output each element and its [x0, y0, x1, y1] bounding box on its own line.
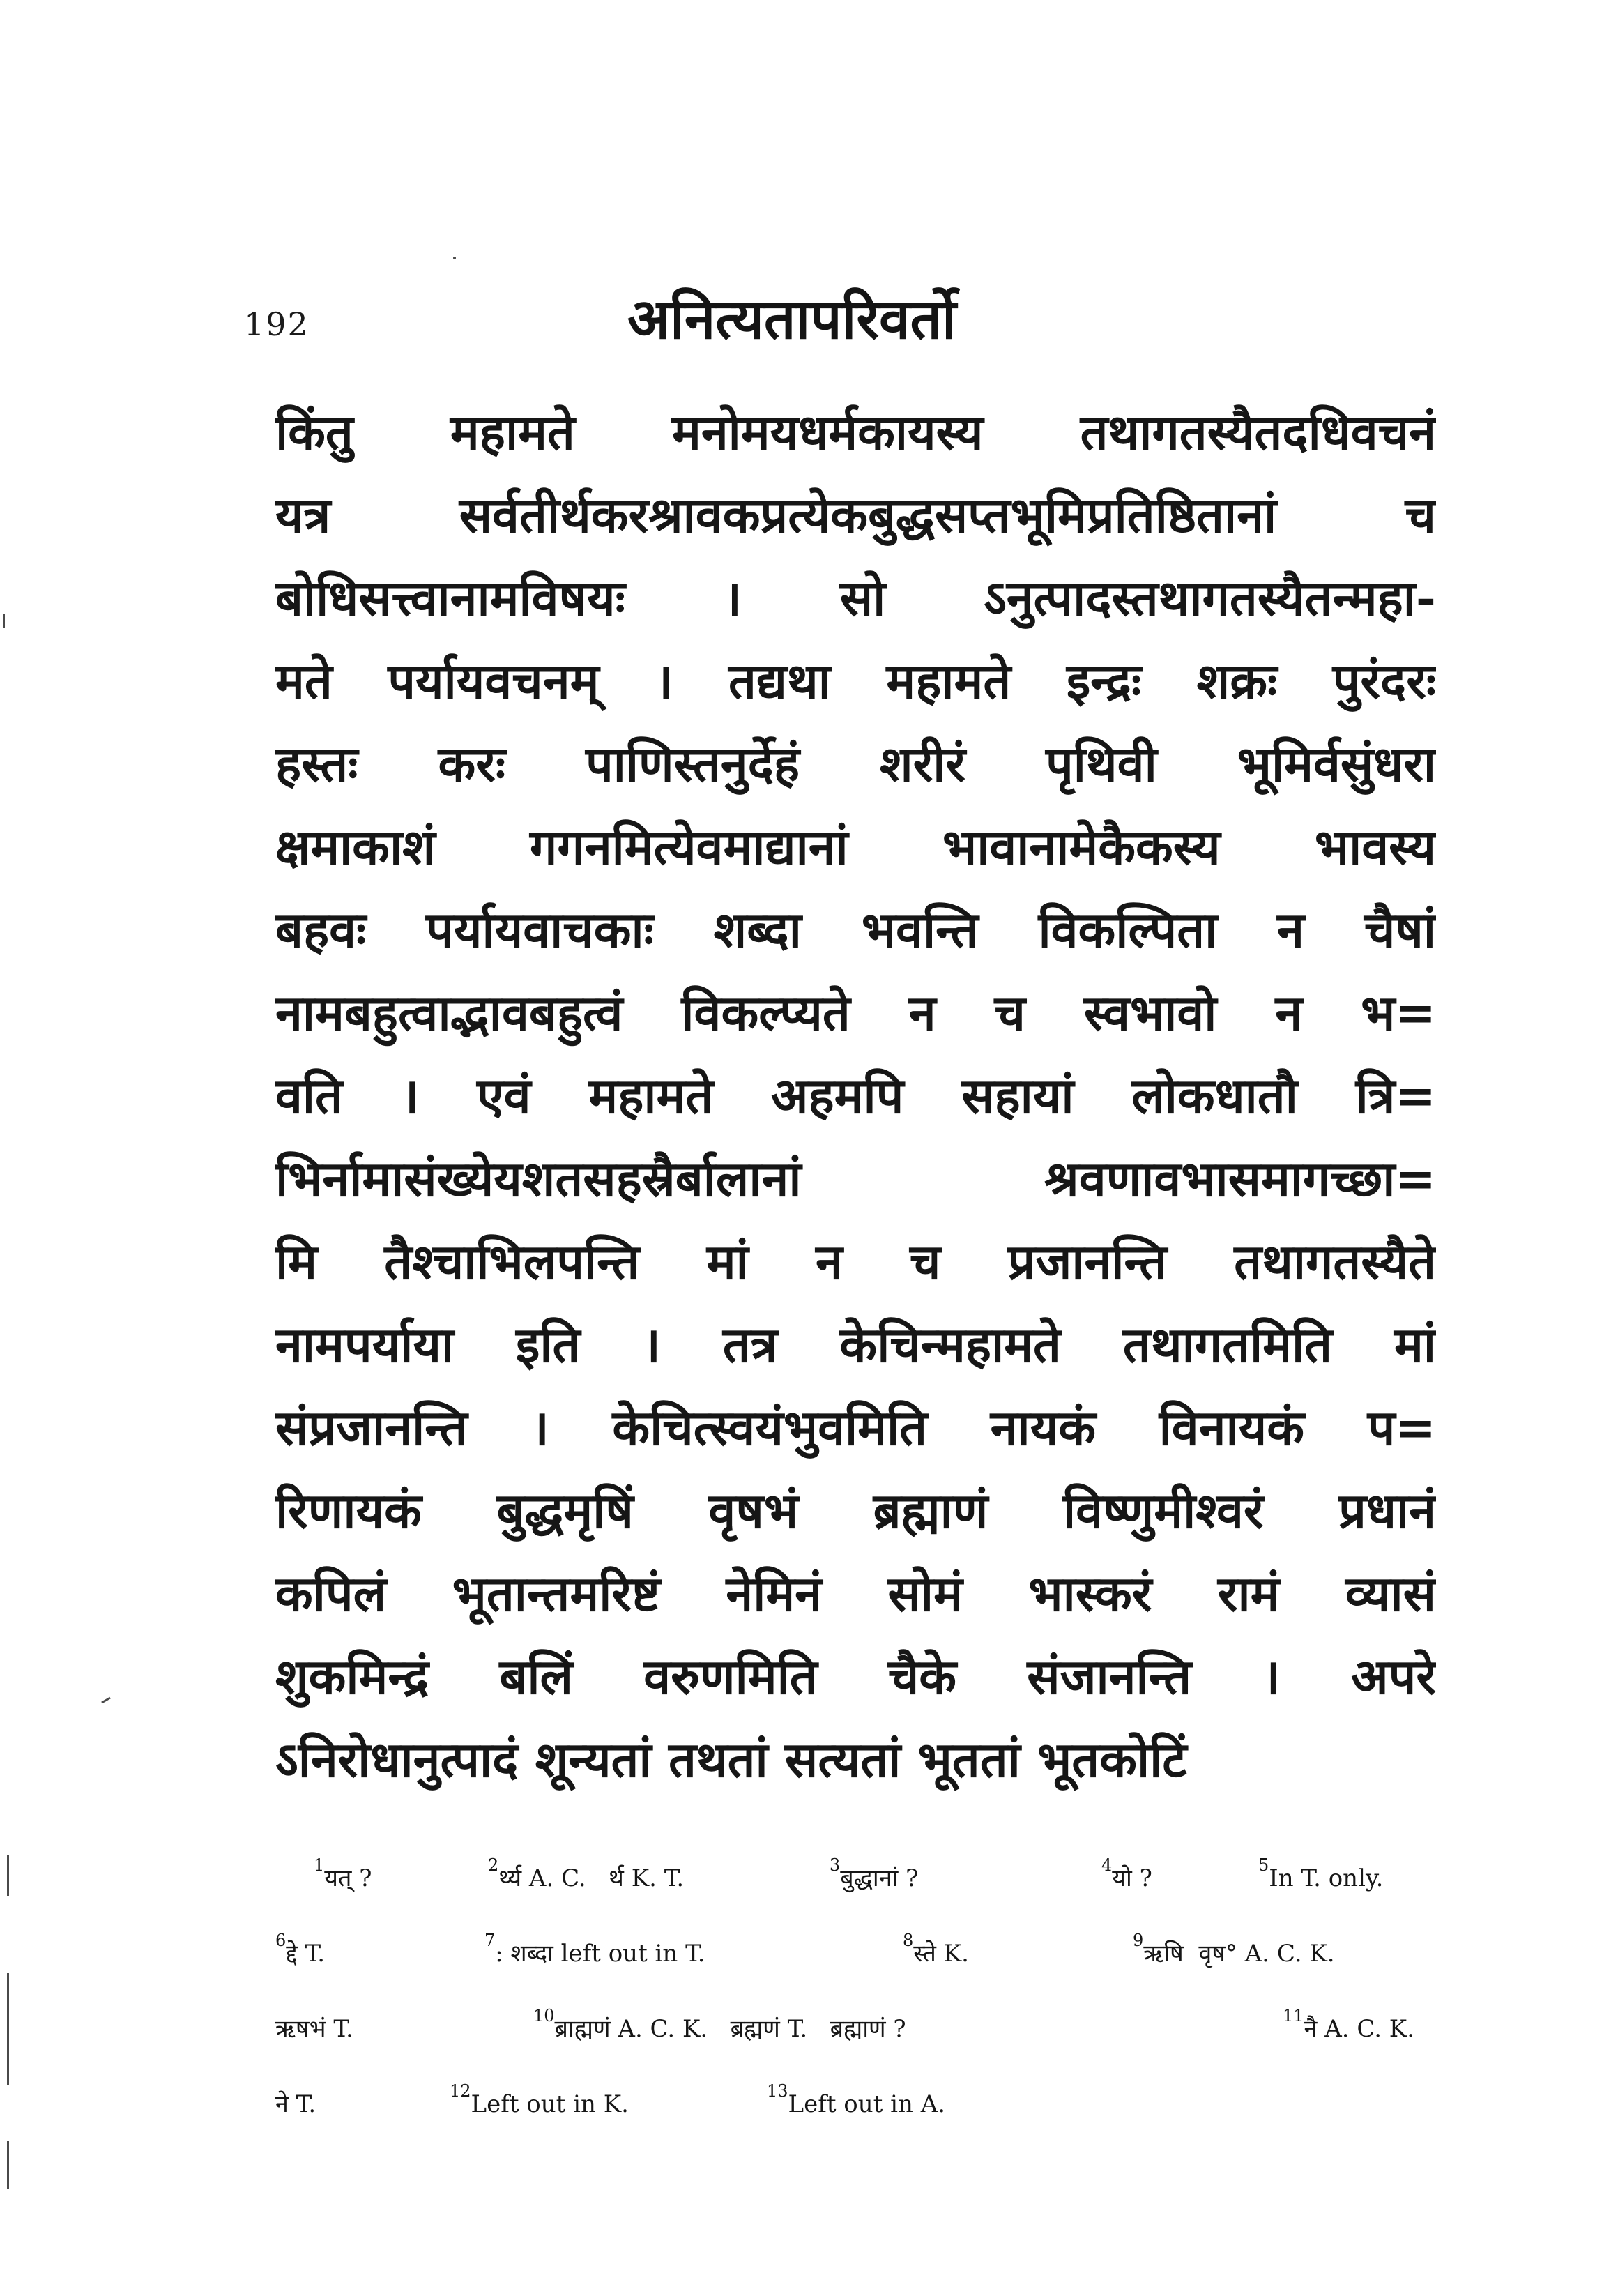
footnote-12	[450, 2067, 629, 2142]
footnote-text: यत् ?	[324, 1864, 372, 1892]
scan-speck	[3, 614, 5, 628]
footnote-line	[275, 1991, 1436, 2067]
text-line: नामपर्याया इति । तत्र केचिन्महामते तथागतमिति मां	[275, 1316, 1436, 1374]
footnote-number: 8	[903, 1931, 914, 1950]
footnote-text: र्थ K. T.	[609, 1864, 685, 1892]
running-head: अनित्यतापरिवर्तो	[627, 286, 956, 351]
text-line: बहवः पर्यायवाचकाः शब्दा भवन्ति विकल्पिता न चैषां	[275, 901, 1436, 959]
footnote-text: र्थ्य A. C.	[498, 1864, 586, 1892]
footnote-text: वृष° A. C. K.	[1198, 1940, 1335, 1968]
text-line: हस्तः करः पाणिस्तनुर्देहं शरीरं पृथिवी भूमिर्वसुंधरा	[275, 735, 1436, 793]
footnote-6	[275, 1916, 325, 1991]
scan-speck	[7, 2141, 9, 2189]
scan-speck	[7, 1973, 9, 2085]
footnote-3	[830, 1841, 918, 1916]
text-line: किंतु महामते मनोमयधर्मकायस्य तथागतस्यैतदधिवचनं	[275, 403, 1436, 461]
footnote-4	[1101, 1841, 1152, 1916]
footnote-9-cont	[275, 1991, 353, 2067]
footnote-line	[275, 2067, 1436, 2142]
footnote-8	[903, 1916, 969, 1991]
scan-speck	[453, 257, 456, 259]
footnote-number: 13	[767, 2081, 788, 2101]
body-text	[275, 390, 1436, 1801]
footnote-text: ऋषि	[1143, 1940, 1184, 1968]
footnote-line	[275, 1841, 1436, 1916]
text-line: क्षमाकाशं गगनमित्येवमाद्यानां भावानामेकैकस्य भावस्य	[275, 818, 1436, 876]
footnote-7	[484, 1916, 705, 1991]
footnote-text: यो ?	[1112, 1864, 1152, 1892]
footnote-number: 3	[830, 1855, 841, 1875]
text-line: वति । एवं महामते अहमपि सहायां लोकधातौ त्रि=	[275, 1067, 1436, 1125]
page-number: 192	[244, 305, 310, 343]
footnotes	[275, 1841, 1436, 2142]
text-line: यत्र सर्वतीर्थकरश्रावकप्रत्येकबुद्धसप्तभूमिप्रतिष्ठितानां च	[275, 486, 1436, 544]
footnote-text: द्दे T.	[286, 1940, 326, 1968]
footnote-text: Left out in K.	[471, 2090, 629, 2118]
footnote-text: ब्राह्मणं A. C. K.	[554, 2015, 708, 2043]
text-line: भिर्नामासंख्येयशतसहस्रैर्बालानां श्रवणावभासमागच्छा=	[275, 1150, 1436, 1208]
footnote-10	[533, 1991, 906, 2067]
scan-speck	[101, 1697, 111, 1704]
footnote-text: ने T.	[275, 2090, 316, 2118]
footnote-text: Left out in A.	[788, 2090, 946, 2118]
text-line: रिणायकं बुद्धमृषिं वृषभं ब्रह्माणं विष्णुमीश्वरं प्रधानं	[275, 1482, 1436, 1539]
footnote-2	[488, 1841, 684, 1916]
text-line: मते पर्यायवचनम् । तद्यथा महामते इन्द्रः शक्रः पुरंदरः	[275, 652, 1436, 710]
footnote-number: 12	[450, 2081, 471, 2101]
footnote-text: ब्रह्माणं ?	[830, 2015, 906, 2043]
footnote-5	[1258, 1841, 1383, 1916]
text-line: नामबहुत्वाद्भावबहुत्वं विकल्प्यते न च स्वभावो न भ=	[275, 984, 1436, 1042]
footnote-text: ब्रह्मणं T.	[730, 2015, 808, 2043]
footnote-number: 2	[488, 1855, 499, 1875]
footnote-text: नै A. C. K.	[1304, 2015, 1415, 2043]
footnote-11	[1283, 1991, 1414, 2067]
text-line: कपिलं भूतान्तमरिष्टं नेमिनं सोमं भास्करं रामं व्यासं	[275, 1565, 1436, 1622]
footnote-number: 6	[275, 1931, 287, 1950]
text-line: संप्रजानन्ति । केचित्स्वयंभुवमिति नायकं विनायकं प=	[275, 1399, 1436, 1457]
text-line: शुकमिन्द्रं बलिं वरुणमिति चैके संजानन्ति । अपरे	[275, 1648, 1436, 1705]
footnote-number: 7	[484, 1931, 496, 1950]
footnote-number: 4	[1101, 1855, 1113, 1875]
footnote-13	[767, 2067, 945, 2142]
scan-speck	[7, 1855, 9, 1896]
footnote-11-cont	[275, 2067, 316, 2142]
text-line: ऽनिरोधानुत्पादं शून्यतां तथतां सत्यतां भूततां भूतकोटिं	[275, 1731, 1187, 1788]
footnote-number: 9	[1133, 1931, 1144, 1950]
footnote-number: 1	[314, 1855, 325, 1875]
text-line: मि तैश्चाभिलपन्ति मां न च प्रजानन्ति तथागतस्यैते	[275, 1233, 1436, 1291]
footnote-text: स्ते K.	[913, 1940, 969, 1968]
footnote-line	[275, 1916, 1436, 1991]
text-line: बोधिसत्त्वानामविषयः । सो ऽनुत्पादस्तथागतस्यैतन्महा-	[275, 569, 1436, 627]
footnote-text: ऋषभं T.	[275, 2015, 353, 2043]
footnote-text: बुद्धानां ?	[840, 1864, 919, 1892]
footnote-text: In T. only.	[1269, 1864, 1384, 1892]
footnote-number: 5	[1258, 1855, 1269, 1875]
footnote-1	[314, 1841, 372, 1916]
footnote-number: 10	[533, 2006, 555, 2025]
footnote-number: 11	[1283, 2006, 1304, 2025]
footnote-9	[1133, 1916, 1335, 1991]
footnote-text: : शब्दा left out in T.	[495, 1940, 705, 1968]
